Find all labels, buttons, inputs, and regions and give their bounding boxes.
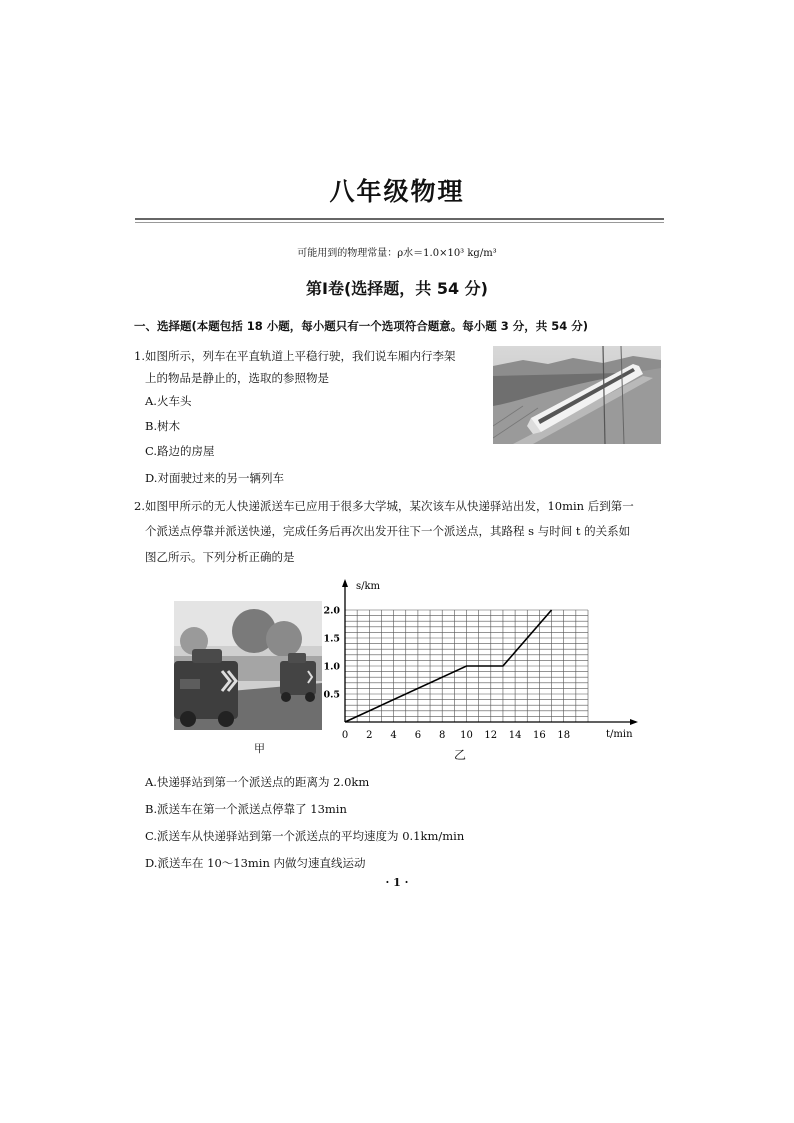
section-title: 第Ⅰ卷(选择题，共 54 分): [306, 279, 488, 298]
delivery-robot-photo: [174, 601, 322, 730]
q2-option-d: D.派送车在 10～13min 内做匀速直线运动: [145, 856, 366, 870]
x-tick-label: 4: [390, 730, 397, 741]
q1-stem-line2: 上的物品是静止的，选取的参照物是: [145, 371, 329, 385]
y-axis-arrow: [342, 579, 348, 587]
chart-ticks: [323, 606, 570, 742]
q2-stem-line3: 图乙所示。下列分析正确的是: [145, 550, 295, 564]
page-number: · 1 ·: [385, 876, 409, 889]
q1-option-d: D.对面驶过来的另一辆列车: [145, 471, 284, 485]
train-photo: [493, 346, 661, 444]
x-axis-label: t/min: [606, 729, 633, 740]
x-tick-label: 16: [533, 730, 546, 741]
part-instructions: 一、选择题(本题包括 18 小题，每小题只有一个选项符合题意。每小题 3 分，共 54 分): [134, 319, 589, 333]
q2-option-c: C.派送车从快递驿站到第一个派送点的平均速度为 0.1km/min: [145, 829, 465, 843]
distance-time-chart: [322, 575, 642, 741]
x-tick-label: 12: [484, 730, 498, 741]
page-title: 八年级物理: [329, 177, 465, 206]
x-tick-label: 6: [414, 730, 422, 741]
x-tick-label: 10: [460, 730, 473, 741]
q1-option-c: C.路边的房屋: [145, 444, 215, 458]
y-tick-label: 0.5: [323, 689, 340, 701]
x-axis-arrow: [630, 719, 638, 725]
q2-stem-line1: 2.如图甲所示的无人快递派送车已应用于很多大学城，某次该车从快递驿站出发，10min 后到第一: [134, 499, 634, 513]
x-tick-label: 18: [557, 730, 571, 741]
x-tick-label: 14: [508, 730, 522, 741]
x-tick-label: 0: [341, 730, 349, 741]
figure-caption-left: 甲: [254, 742, 265, 755]
title-rule-thin: [135, 222, 664, 223]
q1-stem-line1: 1.如图所示，列车在平直轨道上平稳行驶，我们说车厢内行李架: [134, 349, 456, 363]
figure-caption-right: 乙: [454, 748, 467, 762]
x-tick-label: 8: [439, 730, 446, 741]
y-tick-label: 1.5: [323, 633, 340, 645]
q2-option-b: B.派送车在第一个派送点停靠了 13min: [145, 802, 347, 816]
title-rule: [135, 218, 664, 220]
y-axis-label: s/km: [356, 581, 381, 592]
x-tick-label: 2: [366, 730, 373, 741]
q1-option-b: B.树木: [145, 419, 181, 433]
y-tick-label: 1.0: [323, 661, 340, 673]
q1-option-a: A.火车头: [145, 394, 192, 408]
q2-stem-line2: 个派送点停靠并派送快递，完成任务后再次出发开往下一个派送点，其路程 s 与时间 t 的关系如: [145, 524, 631, 538]
q2-option-a: A.快递驿站到第一个派送点的距离为 2.0km: [145, 775, 370, 789]
physics-constant: 可能用到的物理常量：ρ水＝1.0×10³ kg/m³: [297, 248, 497, 259]
y-tick-label: 2.0: [323, 605, 340, 617]
